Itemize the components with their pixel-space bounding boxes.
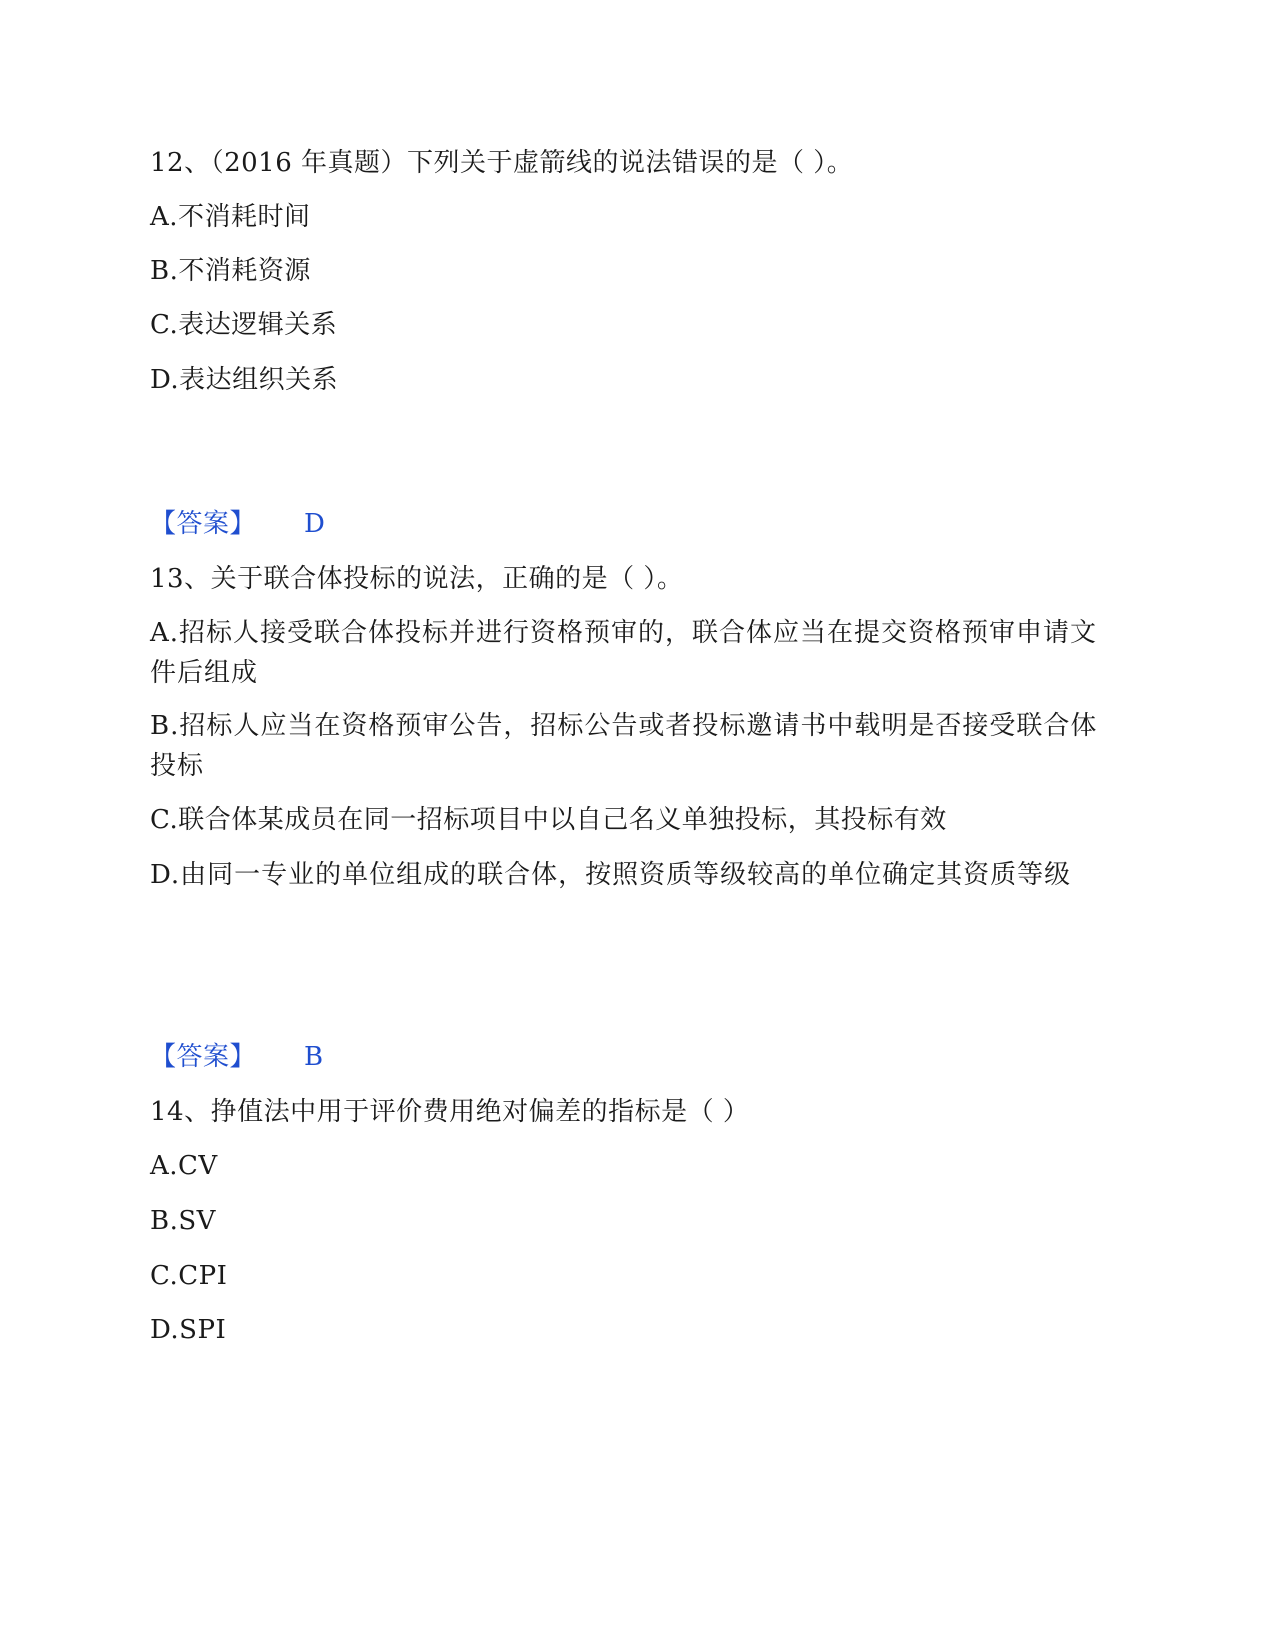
question-13-option-c: C.联合体某成员在同一招标项目中以自己名义单独投标，其投标有效 (150, 805, 947, 835)
question-13-option-a: A.招标人接受联合体投标并进行资格预审的，联合体应当在提交资格预审申请文件后组成 (150, 618, 1098, 688)
answer-value: B (304, 1042, 324, 1072)
question-14-stem: 14、挣值法中用于评价费用绝对偏差的指标是（ ） (150, 1097, 750, 1127)
question-14-option-c: C.CPI (150, 1261, 228, 1291)
question-12-stem: 12、（2016 年真题）下列关于虚箭线的说法错误的是（ ）。 (150, 148, 854, 178)
question-14-option-a: A.CV (150, 1151, 218, 1181)
question-12-option-d: D.表达组织关系 (150, 365, 339, 395)
question-13-answer (150, 1037, 324, 1077)
question-12-option-a: A.不消耗时间 (150, 202, 311, 232)
question-13-stem: 13、关于联合体投标的说法，正确的是（ ）。 (150, 564, 684, 594)
question-12-option-c: C.表达逻辑关系 (150, 310, 338, 340)
question-14-option-b: B.SV (150, 1206, 216, 1236)
answer-value: D (304, 509, 326, 539)
answer-label: 【答案】 (150, 509, 257, 539)
question-14-option-d: D.SPI (150, 1315, 227, 1345)
question-13-option-d: D.由同一专业的单位组成的联合体，按照资质等级较高的单位确定其资质等级 (150, 860, 1072, 890)
question-12-answer (150, 504, 325, 544)
question-12-option-b: B.不消耗资源 (150, 256, 311, 286)
answer-label: 【答案】 (150, 1042, 257, 1072)
question-13-option-b: B.招标人应当在资格预审公告，招标公告或者投标邀请书中载明是否接受联合体投标 (150, 711, 1098, 781)
